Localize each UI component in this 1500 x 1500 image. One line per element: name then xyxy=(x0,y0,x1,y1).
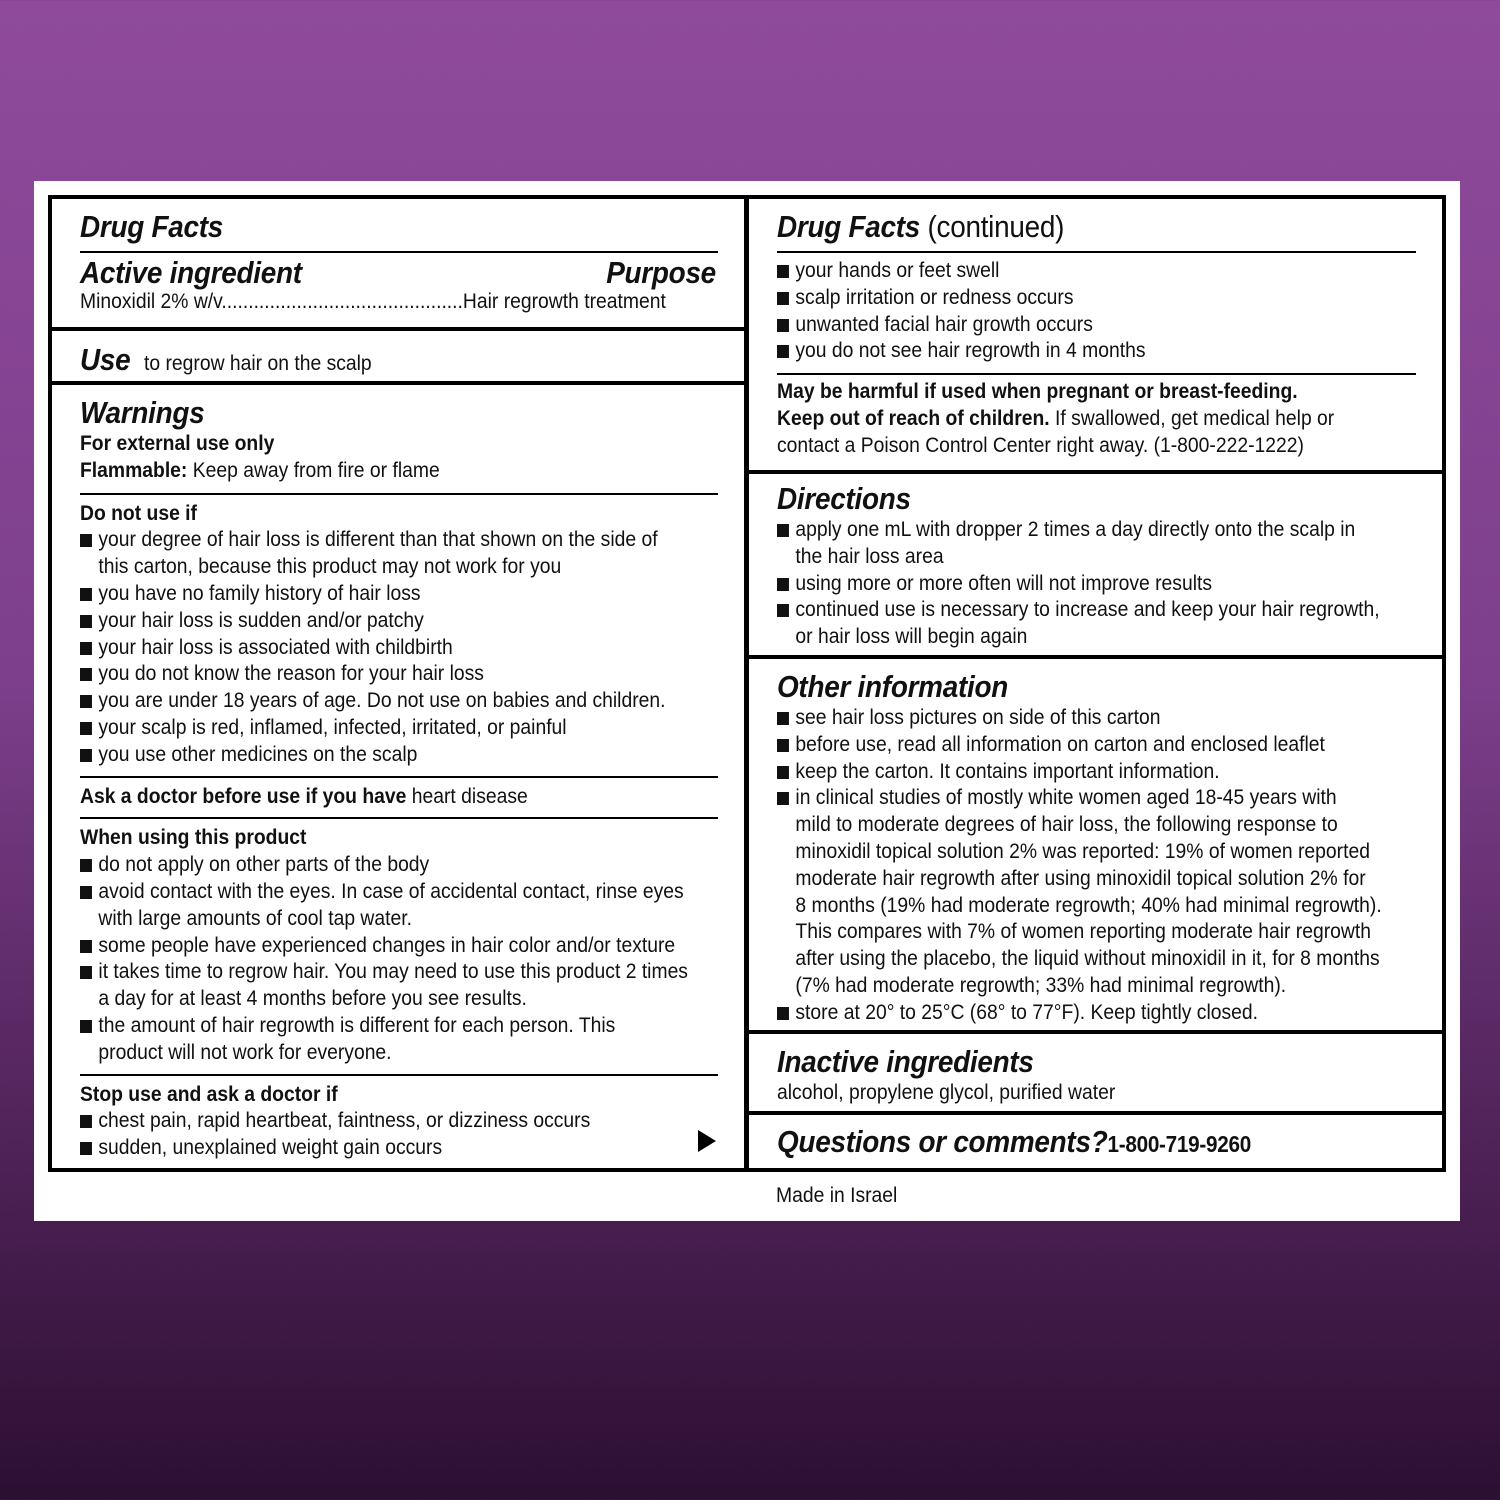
list-item: store at 20° to 25°C (68° to 77°F). Keep tightly closed. xyxy=(777,1000,1500,1027)
list-item: using more or more often will not improve results xyxy=(777,571,1500,598)
list-item: some people have experienced changes in hair color and/or texture xyxy=(80,933,831,960)
warnings-section xyxy=(52,395,744,1162)
when-using-heading: When using this product xyxy=(80,826,307,850)
do-not-use-heading: Do not use if xyxy=(80,501,197,525)
active-ingredient-line: Minoxidil 2% w/v.............................................Hair regrowth treatment xyxy=(80,290,666,313)
drug-facts-title: Drug Facts xyxy=(80,209,224,244)
when-using-list xyxy=(80,852,744,1066)
divider xyxy=(777,373,1416,375)
list-item: sudden, unexplained weight gain occurs xyxy=(80,1135,831,1162)
external-use-text: For external use only xyxy=(80,432,275,455)
directions-heading: Directions xyxy=(777,481,911,516)
ask-doctor-label: Ask a doctor before use if you have xyxy=(80,784,407,808)
list-item: your hair loss is associated with childbirth xyxy=(80,635,831,662)
ask-doctor-text: heart disease xyxy=(406,784,528,808)
list-item: your degree of hair loss is different than that shown on the side of this carton, because this product may not work for you xyxy=(80,527,831,581)
continued-label: (continued) xyxy=(920,209,1065,244)
list-item: the amount of hair regrowth is different for each person. This product will not work for everyone. xyxy=(80,1013,831,1067)
section-divider xyxy=(52,381,744,385)
directions-section xyxy=(749,481,1442,651)
drug-facts-continued-title: Drug Facts xyxy=(777,209,921,244)
questions-phone: 1-800-719-9260 xyxy=(1107,1131,1252,1157)
section-divider xyxy=(749,1111,1442,1115)
use-text: to regrow hair on the scalp xyxy=(144,352,373,375)
list-item: see hair loss pictures on side of this carton xyxy=(777,705,1500,732)
flammable-text: Keep away from fire or flame xyxy=(187,458,440,482)
list-item: you use other medicines on the scalp xyxy=(80,742,831,769)
list-item: your hair loss is sudden and/or patchy xyxy=(80,608,831,635)
keep-out-label: Keep out of reach of children. xyxy=(777,406,1050,430)
list-item: scalp irritation or redness occurs xyxy=(777,285,1500,312)
inactive-ingredients-section xyxy=(749,1044,1442,1107)
inactive-ingredients-heading: Inactive ingredients xyxy=(777,1044,1034,1079)
other-information-list xyxy=(777,705,1442,1027)
list-item: you have no family history of hair loss xyxy=(80,581,831,608)
warnings-heading: Warnings xyxy=(80,395,205,430)
list-item: you do not see hair regrowth in 4 months xyxy=(777,338,1500,365)
list-item: keep the carton. It contains important information. xyxy=(777,759,1500,786)
left-column xyxy=(48,195,748,1172)
do-not-use-list xyxy=(80,527,744,768)
questions-section xyxy=(749,1124,1442,1162)
divider xyxy=(80,251,718,253)
other-information-section xyxy=(749,669,1442,1027)
inactive-ingredients-text: alcohol, propylene glycol, purified water xyxy=(777,1081,1116,1104)
pregnancy-warning: May be harmful if used when pregnant or breast-feeding. xyxy=(777,380,1298,404)
purpose-heading: Purpose xyxy=(606,255,716,290)
questions-heading: Questions or comments? xyxy=(777,1124,1108,1159)
divider xyxy=(80,776,718,778)
list-item: your hands or feet swell xyxy=(777,258,1500,285)
use-section xyxy=(52,342,744,378)
right-column xyxy=(745,195,1446,1172)
made-in-text: Made in Israel xyxy=(776,1184,898,1207)
drug-facts-card xyxy=(34,181,1460,1221)
list-item: it takes time to regrow hair. You may need to use this product 2 times a day for at least 4 months before you see results. xyxy=(80,959,831,1013)
stop-use-heading: Stop use and ask a doctor if xyxy=(80,1082,338,1106)
list-item: apply one mL with dropper 2 times a day directly onto the scalp in the hair loss area xyxy=(777,517,1500,571)
stop-use-list xyxy=(80,1108,744,1162)
keep-out-text: If swallowed, get medical help or xyxy=(1049,406,1335,430)
active-ingredient-section xyxy=(52,209,744,316)
list-item: avoid contact with the eyes. In case of accidental contact, rinse eyes with large amounts of cool tap water. xyxy=(80,879,831,933)
list-item: your scalp is red, inflamed, infected, irritated, or painful xyxy=(80,715,831,742)
continue-arrow-icon xyxy=(698,1130,716,1152)
list-item: chest pain, rapid heartbeat, faintness, or dizziness occurs xyxy=(80,1108,831,1135)
list-item: you do not know the reason for your hair loss xyxy=(80,661,831,688)
divider xyxy=(777,251,1416,253)
list-item: continued use is necessary to increase and keep your hair regrowth, or hair loss will begin again xyxy=(777,597,1500,651)
flammable-label: Flammable: xyxy=(80,458,188,482)
divider xyxy=(80,817,718,819)
list-item: do not apply on other parts of the body xyxy=(80,852,831,879)
section-divider xyxy=(749,470,1442,474)
poison-control-line: contact a Poison Control Center right away. (1-800-222-1222) xyxy=(777,433,1304,457)
list-item: before use, read all information on carton and enclosed leaflet xyxy=(777,732,1500,759)
section-divider xyxy=(749,655,1442,659)
list-item: you are under 18 years of age. Do not use on babies and children. xyxy=(80,688,831,715)
directions-list xyxy=(777,517,1442,651)
section-divider xyxy=(52,327,744,331)
other-information-heading: Other information xyxy=(777,669,1009,704)
divider xyxy=(80,1074,718,1076)
active-ingredient-heading: Active ingredient xyxy=(80,255,302,290)
use-heading: Use xyxy=(80,342,131,377)
list-item: unwanted facial hair growth occurs xyxy=(777,312,1500,339)
continued-list xyxy=(777,258,1442,365)
section-divider xyxy=(749,1030,1442,1034)
divider xyxy=(80,493,718,495)
continued-section xyxy=(749,209,1442,460)
list-item: in clinical studies of mostly white women aged 18-45 years with mild to moderate degrees of hair loss, the following response to minoxidil topical solution 2% was reported: 19% of women reported moderate hair regrowth after using minoxidil topical solution 2% for 8 months (19% had moderate regrowth; 40% had minimal regrowth). This compares with 7% of women reporting moderate hair regrowth after using the placebo, the liquid without minoxidil in it, for 8 months (7% had moderate regrowth; 33% had minimal regrowth). xyxy=(777,785,1500,999)
